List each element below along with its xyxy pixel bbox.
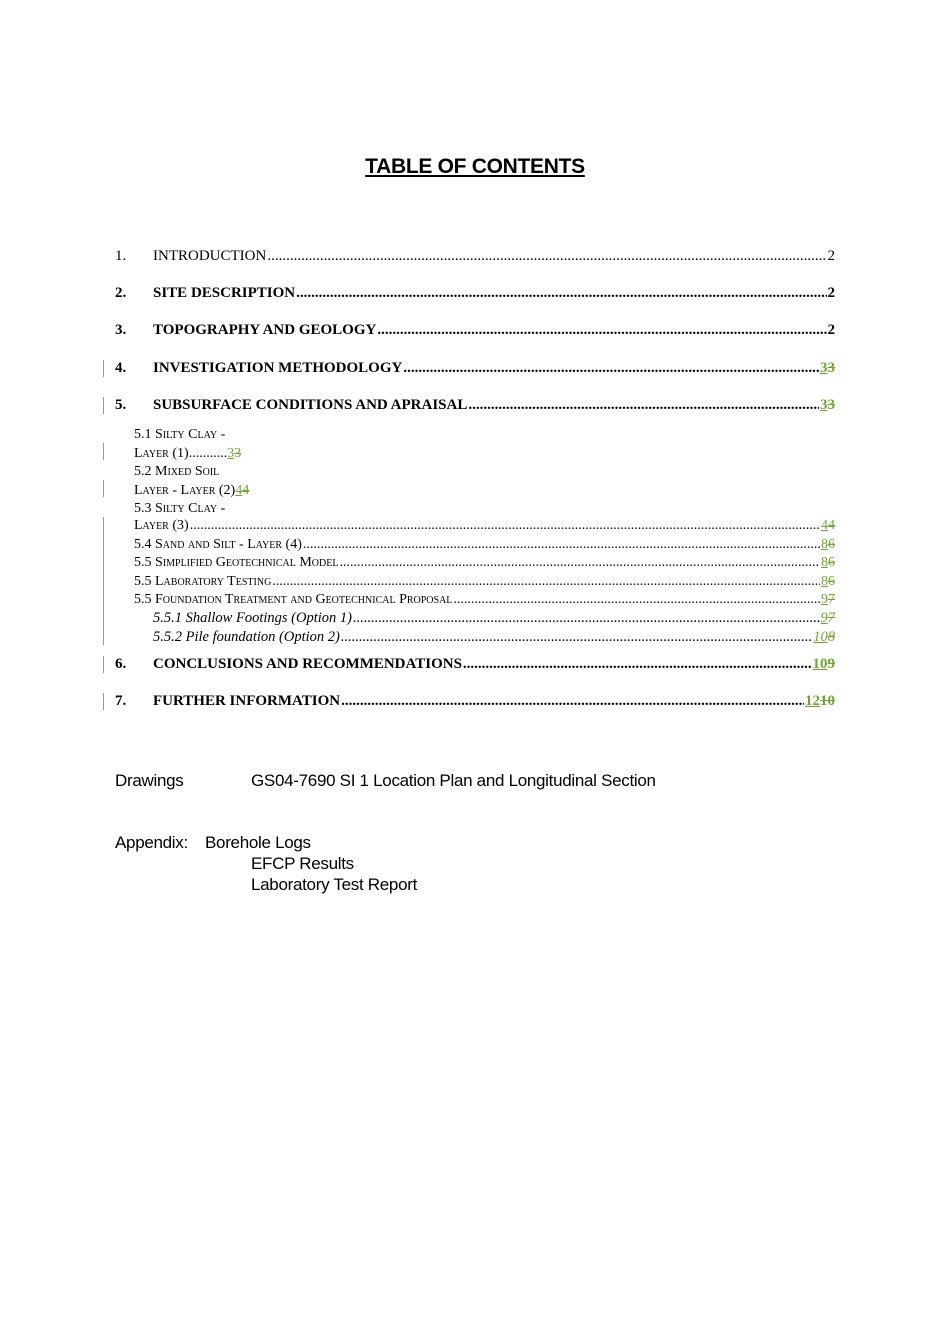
appendix-item: Borehole Logs bbox=[205, 833, 311, 852]
leader-dots: ........... bbox=[188, 445, 228, 461]
toc-page-deleted: 3 bbox=[827, 397, 835, 413]
change-bar bbox=[103, 360, 104, 377]
toc-entry-further-info[interactable] bbox=[115, 693, 835, 710]
toc-number: 7. bbox=[115, 693, 127, 709]
toc-page: 2 bbox=[827, 322, 835, 338]
toc-label: 5.5.2 Pile foundation (Option 2) bbox=[153, 629, 340, 645]
toc-page-inserted: 12 bbox=[805, 693, 820, 709]
toc-number: 4. bbox=[115, 360, 127, 376]
leader-dots bbox=[341, 629, 812, 646]
leader-dots bbox=[339, 555, 820, 571]
page-title: TABLE OF CONTENTS bbox=[365, 155, 585, 178]
toc-page-deleted: 6 bbox=[828, 555, 835, 570]
toc-label: SITE DESCRIPTION bbox=[153, 285, 296, 301]
toc-page-deleted: 3 bbox=[234, 445, 242, 461]
toc-entry-5-2-line1[interactable]: 5.2 Mixed Soil bbox=[134, 464, 220, 479]
toc-number: 3. bbox=[115, 322, 127, 338]
toc-page-inserted: 8 bbox=[821, 537, 828, 552]
toc-page-deleted: 6 bbox=[828, 574, 835, 589]
toc-entry-5-3[interactable] bbox=[134, 518, 835, 534]
appendix-item: EFCP Results bbox=[251, 854, 354, 873]
toc-entry-5-5-model[interactable] bbox=[134, 555, 835, 571]
toc-entry-5-4[interactable] bbox=[134, 537, 835, 553]
toc-label: INTRODUCTION bbox=[153, 248, 267, 264]
toc-number: 2. bbox=[115, 285, 127, 301]
toc-page-inserted: 9 bbox=[821, 592, 828, 607]
change-bar bbox=[103, 397, 104, 414]
toc-entry-conclusions[interactable] bbox=[115, 656, 835, 673]
toc-label: TOPOGRAPHY AND GEOLOGY bbox=[153, 322, 377, 338]
toc-page-deleted: 3 bbox=[827, 360, 835, 376]
toc-page: 2 bbox=[827, 248, 835, 264]
toc-entry-topography[interactable] bbox=[115, 322, 835, 339]
toc-page-inserted: 4 bbox=[821, 518, 828, 533]
toc-number: 5. bbox=[115, 397, 127, 413]
leader-dots bbox=[341, 693, 804, 710]
appendix-item: Laboratory Test Report bbox=[251, 875, 418, 894]
toc-entry-5-3-line1[interactable]: 5.3 Silty Clay - bbox=[134, 501, 226, 516]
toc-label: FURTHER INFORMATION bbox=[153, 693, 341, 709]
toc-page-deleted: 7 bbox=[827, 610, 835, 626]
toc-entry-site-description[interactable] bbox=[115, 285, 835, 302]
toc-entry-5-5-foundation[interactable] bbox=[134, 592, 835, 608]
leader-dots bbox=[377, 322, 826, 339]
toc-label: 5.4 Sand and Silt - Layer (4) bbox=[134, 537, 302, 552]
toc-label: SUBSURFACE CONDITIONS AND APRAISAL bbox=[153, 397, 468, 413]
toc-page-inserted: 10 bbox=[812, 656, 828, 672]
toc-label: Layer - Layer (2) bbox=[134, 482, 236, 498]
toc-label: Layer (1) bbox=[134, 445, 189, 461]
toc-label: 5.5 Simplified Geotechnical Model bbox=[134, 555, 339, 570]
toc-page-deleted: 7 bbox=[828, 592, 835, 607]
toc-page-inserted: 10 bbox=[813, 629, 828, 645]
toc-page-deleted: 4 bbox=[828, 518, 835, 533]
toc-entry-5-2-line2[interactable] bbox=[134, 482, 249, 501]
toc-page-deleted: 8 bbox=[827, 629, 835, 645]
toc-page-inserted: 3 bbox=[820, 360, 828, 376]
toc-page: 2 bbox=[827, 285, 835, 301]
leader-dots bbox=[468, 397, 819, 414]
appendix-label: Appendix: bbox=[115, 833, 188, 852]
change-bar bbox=[103, 443, 104, 460]
leader-dots bbox=[267, 248, 826, 265]
toc-label: INVESTIGATION METHODOLOGY bbox=[153, 360, 403, 376]
toc-entry-5-5-2[interactable] bbox=[153, 629, 835, 646]
leader-dots bbox=[272, 574, 820, 590]
leader-dots bbox=[403, 360, 819, 377]
toc-number: 6. bbox=[115, 656, 127, 672]
drawings-value: GS04-7690 SI 1 Location Plan and Longitudinal Section bbox=[251, 771, 656, 790]
toc-label: Layer (3) bbox=[134, 518, 189, 533]
toc-page-deleted: 4 bbox=[242, 482, 250, 498]
drawings-label: Drawings bbox=[115, 771, 184, 790]
toc-entry-5-1-line1[interactable]: 5.1 Silty Clay - bbox=[134, 427, 226, 442]
toc-page-deleted: 9 bbox=[827, 656, 835, 672]
toc-label: 5.5 Foundation Treatment and Geotechnical Proposal bbox=[134, 592, 453, 607]
toc-subsection-block bbox=[134, 426, 249, 519]
toc-entry-introduction[interactable] bbox=[115, 248, 835, 265]
toc-number: 1. bbox=[115, 248, 127, 264]
toc-entry-5-5-1[interactable] bbox=[153, 610, 835, 627]
change-bar bbox=[103, 517, 104, 645]
toc-page-inserted: 8 bbox=[821, 555, 828, 570]
toc-page-inserted: 8 bbox=[821, 574, 828, 589]
leader-dots bbox=[353, 610, 820, 627]
toc-page-inserted: 4 bbox=[235, 482, 243, 498]
change-bar bbox=[103, 693, 104, 710]
leader-dots bbox=[190, 518, 820, 534]
leader-dots bbox=[303, 537, 820, 553]
toc-page-inserted: 9 bbox=[820, 610, 828, 626]
toc-entry-subsurface[interactable] bbox=[115, 397, 835, 414]
leader-dots bbox=[296, 285, 826, 302]
toc-entry-5-5-lab[interactable] bbox=[134, 574, 835, 590]
change-bar bbox=[103, 656, 104, 673]
toc-label: CONCLUSIONS AND RECOMMENDATIONS bbox=[153, 656, 462, 672]
leader-dots bbox=[463, 656, 812, 673]
toc-label: 5.5.1 Shallow Footings (Option 1) bbox=[153, 610, 352, 626]
toc-page-inserted: 3 bbox=[820, 397, 828, 413]
toc-label: 5.5 Laboratory Testing bbox=[134, 574, 272, 589]
toc-page-deleted: 10 bbox=[820, 693, 835, 709]
change-bar bbox=[103, 480, 104, 497]
toc-entry-investigation[interactable] bbox=[115, 360, 835, 377]
toc-page-deleted: 6 bbox=[828, 537, 835, 552]
toc-entry-5-1-line2[interactable] bbox=[134, 445, 249, 464]
toc-page-inserted: 3 bbox=[227, 445, 235, 461]
leader-dots bbox=[453, 592, 820, 608]
